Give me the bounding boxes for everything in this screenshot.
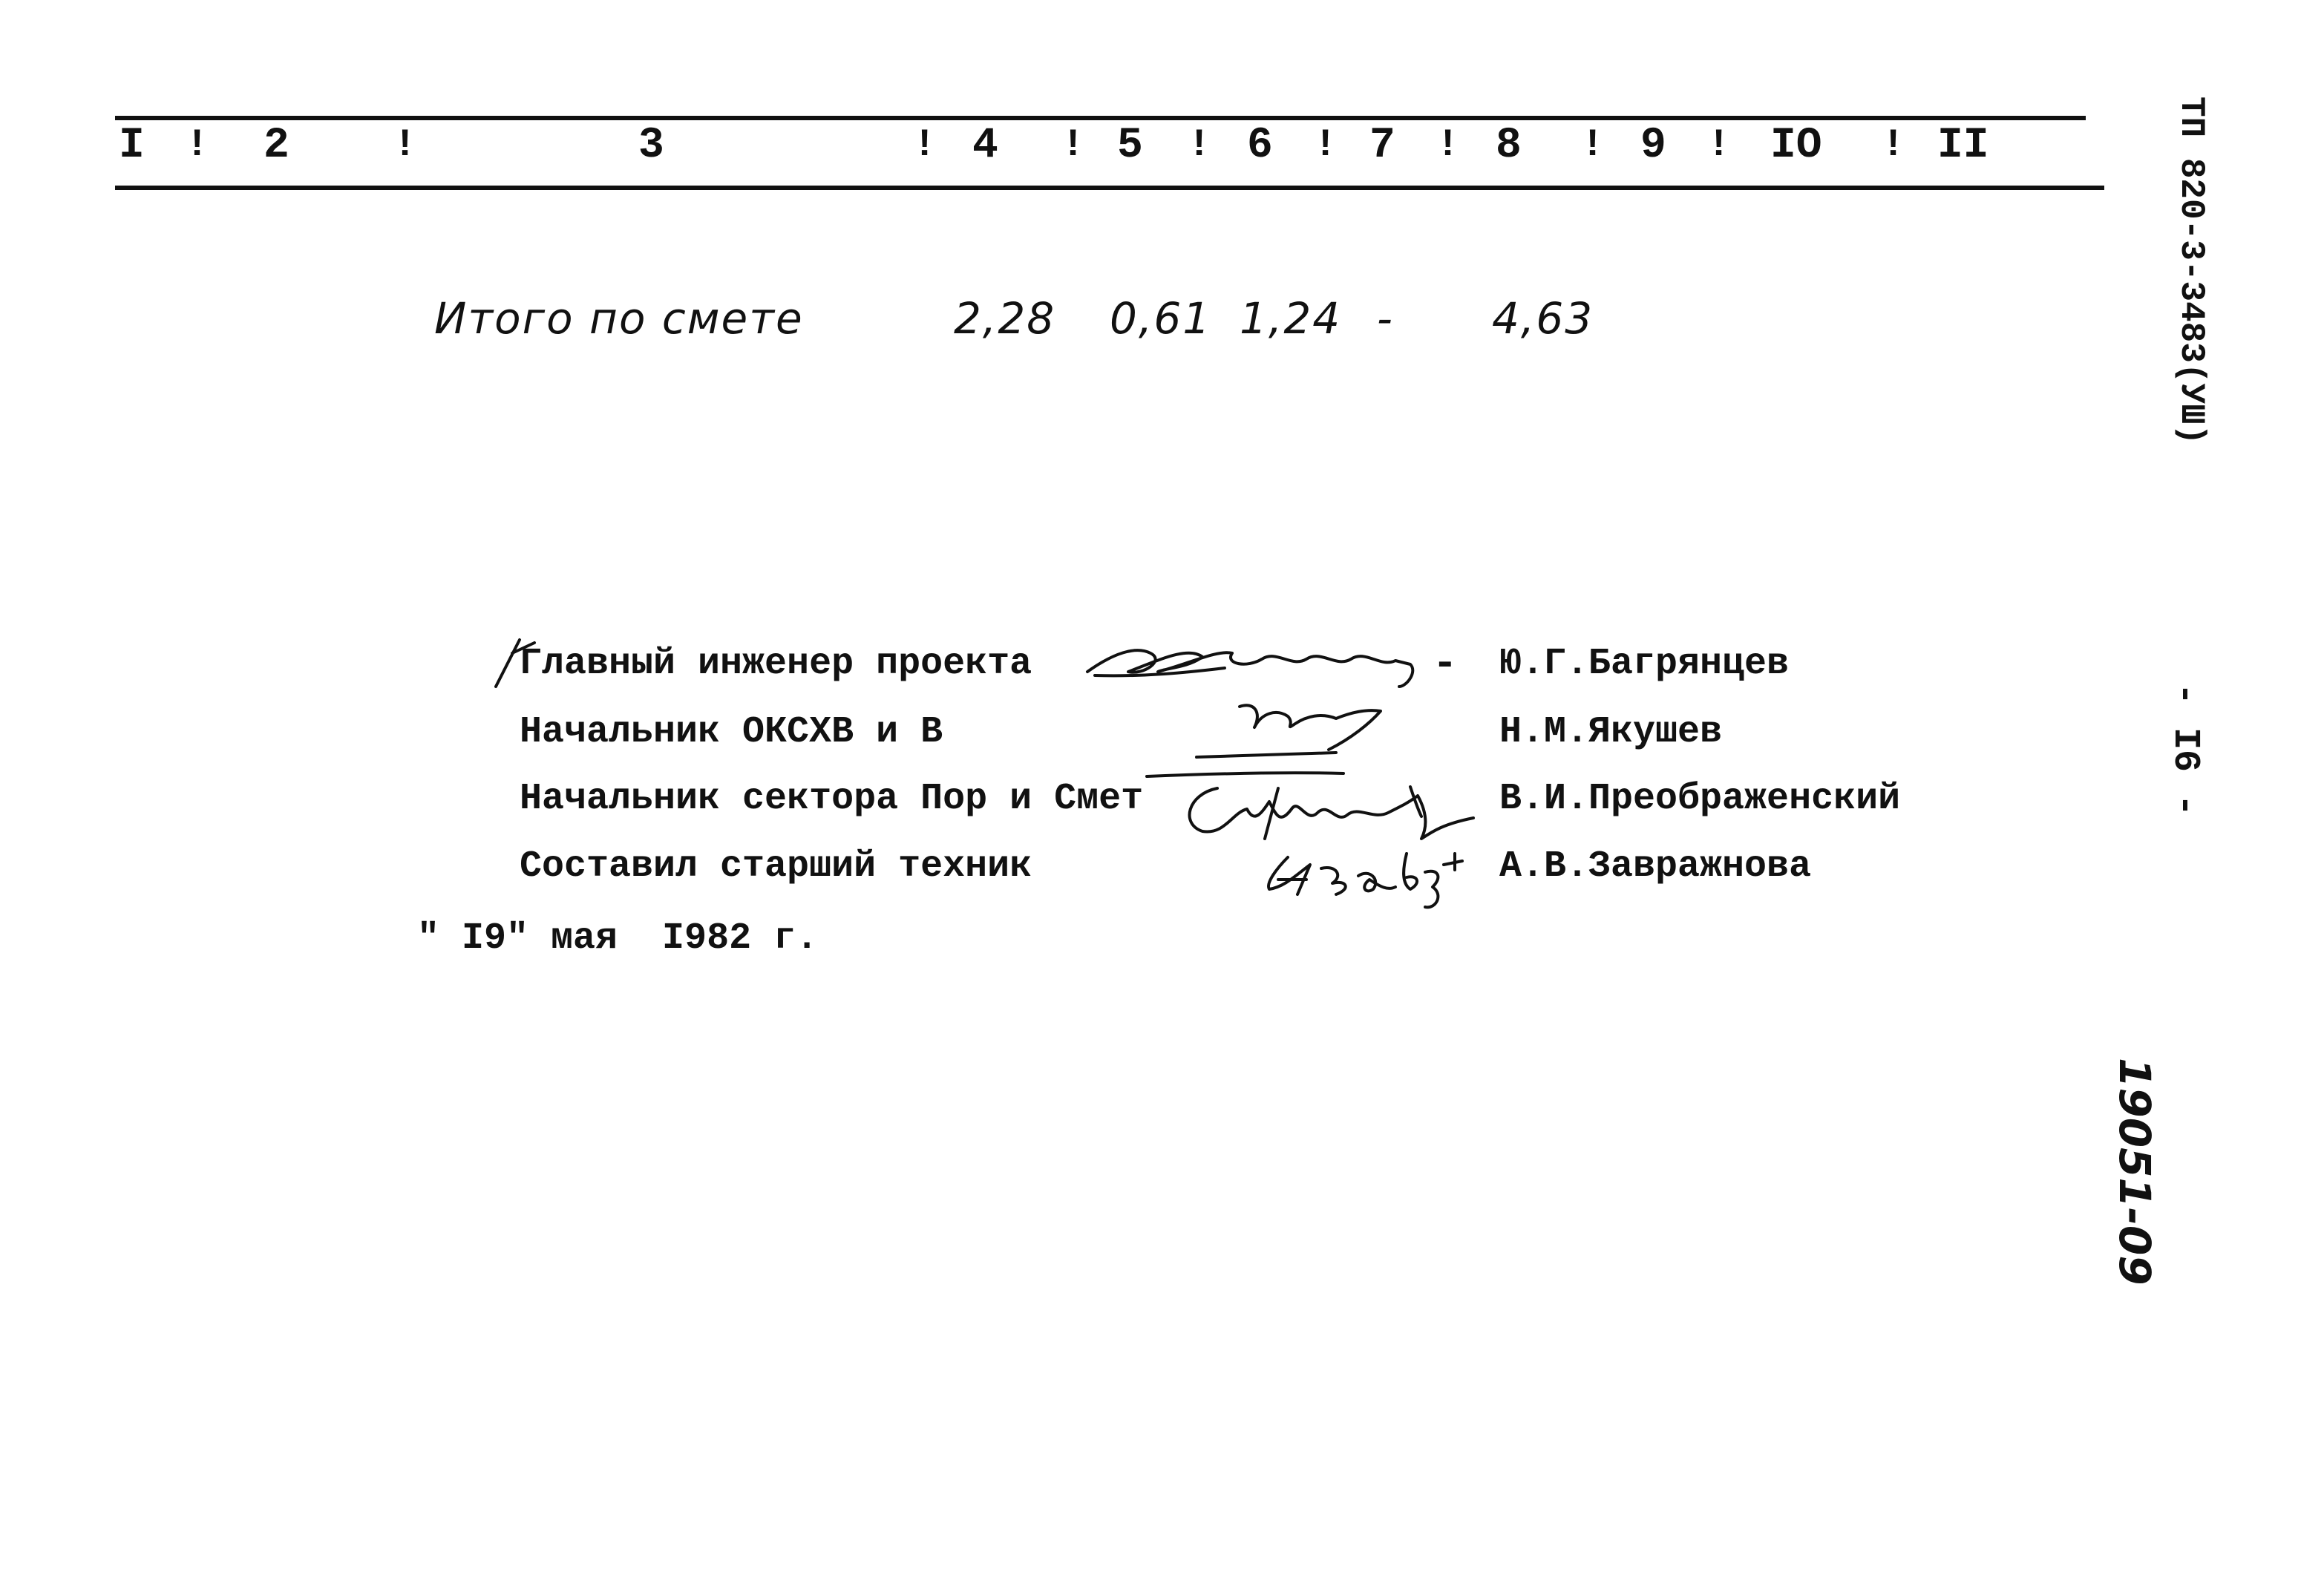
page-number: - I6 - [2164,683,2206,817]
signatory-name-yakushev: Н.М.Якушев [1499,711,1723,753]
signatory-role-chief-engineer: Главный инженер проекта [520,643,1032,685]
signatory-name-bagryantsev: Ю.Г.Багрянцев [1499,643,1790,685]
column-number-2: 2 [264,122,289,170]
total-value-col4: 2,28 [954,293,1056,344]
column-number-10: IO [1770,122,1822,170]
column-number-5: 5 [1117,122,1143,170]
column-separator: ! [1188,123,1211,167]
column-number-8: 8 [1496,122,1522,170]
signatory-role-compiler: Составил старший техник [520,845,1032,888]
column-separator: ! [1882,123,1905,167]
signatory-name-zavrazhnova: А.В.Завражнова [1499,845,1812,888]
total-label: Итого по смете [434,293,804,344]
document-code: ТП 820-3-3483(УШ) [2172,96,2210,445]
column-separator: ! [393,123,417,167]
column-separator: ! [186,123,209,167]
column-number-9: 9 [1640,122,1666,170]
signatory-name-preobrazhensky: В.И.Преображенский [1499,778,1901,820]
column-separator: ! [913,123,937,167]
column-number-4: 4 [972,122,998,170]
column-separator: ! [1707,123,1731,167]
date-line: " I9" мая I982 г. [417,917,819,960]
total-value-col7: - [1377,293,1394,344]
column-separator: ! [1581,123,1605,167]
column-separator: ! [1436,123,1460,167]
archive-number: 19051-09 [2109,1058,2160,1286]
column-number-11: II [1937,122,1989,170]
signatory-role-head-sector: Начальник сектора Пор и Смет [520,778,1144,820]
total-value-col8: 4,63 [1492,293,1594,344]
column-number-6: 6 [1247,122,1273,170]
signature-dash: - [1433,640,1458,687]
column-separator: ! [1314,123,1338,167]
column-number-1: I [119,122,145,170]
total-value-col6: 1,24 [1240,293,1342,344]
total-value-col5: 0,61 [1110,293,1212,344]
column-number-3: 3 [638,122,664,170]
column-separator: ! [1061,123,1085,167]
signatory-role-head-okshv: Начальник ОКСХВ и В [520,711,943,753]
column-number-7: 7 [1369,122,1395,170]
